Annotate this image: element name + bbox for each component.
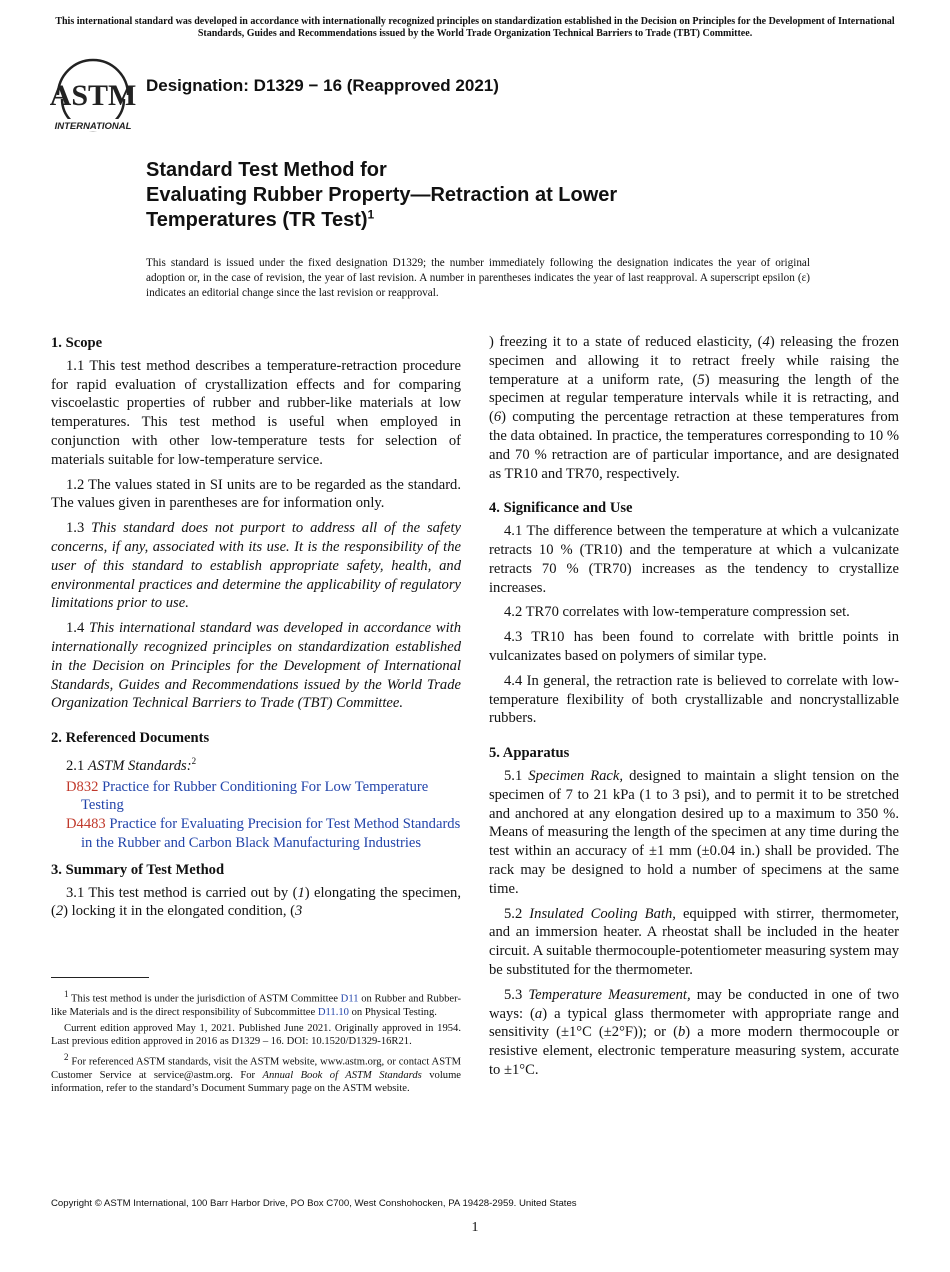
ref-title[interactable]: Practice for Evaluating Precision for Test Method Standards in the Rubber and Carbon Black Manufacturing Industries — [81, 816, 461, 851]
para-2-1-text: ASTM Standards: — [87, 757, 192, 774]
para-1-3-num: 1.3 — [66, 520, 85, 537]
ref-code[interactable]: D832 — [66, 778, 99, 795]
para-5-1: 5.1 Specimen Rack, designed to maintain a slight tension on the specimen of 7 to 21 kPa (1 to 3 psi), and to permit it to be stretched and anchored at any elongation desired up to a maximum to 350 %. Means of measuring the length of the specimen at any time during the test within an accuracy of ±1 mm (±0.04 in.) shall be provided. The rack may be designed to hold a number of specimens at the same time. — [489, 767, 900, 897]
para-4-3: 4.3 TR10 has been found to correlate with brittle points in vulcanizates based on polymers of similar type. — [489, 629, 899, 664]
title-line-3 — [146, 208, 826, 233]
title-line-2: Evaluating Rubber Property—Retraction at Lower — [146, 184, 618, 206]
tbt-notice: This international standard was developed in accordance with internationally recognized principles on standardization established in the Decision on Principles for the Development of International Standards, Guides and Recommendations issued by the World Trade Organization Technical Barriers to Trade (TBT) Committee. — [55, 16, 895, 39]
title-footnote-ref: 1 — [367, 207, 375, 222]
footnote-1-edition: Current edition approved May 1, 2021. Published June 2021. Originally approved in 1954. Last previous edition approved in 2016 as D1329 – 16. DOI: 10.1520/D1329-16R21. — [51, 1022, 461, 1048]
astm-logo-icon — [50, 55, 136, 133]
para-1-2: 1.2 The values stated in SI units are to be regarded as the standard. The values given in parentheses are for information only. — [51, 476, 461, 512]
para-5-3: 5.3 Temperature Measurement, may be conducted in one of two ways: (a) a typical glass thermometer with appropriate range and sensitivity (±1°C (±2°F)); or (b) a more modern thermocouple or resistive element, electronic temperature measuring system, accurate to ±1°C. — [489, 986, 899, 1078]
para-3-1: 3.1 This test method is carried out by (1) elongating the specimen, (2) locking it in the elongated condition, (3 — [51, 884, 461, 920]
copyright-notice: Copyright © ASTM International, 100 Barr Harbor Drive, PO Box C700, West Conshohocken, PA 19428-2959. United States — [51, 1198, 577, 1209]
section-1-heading: 1. Scope — [51, 335, 103, 351]
para-1-1: 1.1 This test method describes a temperature-retraction procedure for rapid evaluation of crystallization effects and for comparing viscoelastic properties of rubber and rubber-like materials at low temperatures. This test method is useful when employed in conjunction with other low-temperature tests for selection of materials suitable for low-temperature service. — [51, 357, 461, 468]
para-2-1-num: 2.1 — [66, 757, 85, 774]
section-5-heading: 5. Apparatus — [489, 745, 570, 762]
para-4-2: 4.2 TR70 correlates with low-temperature compression set. — [504, 604, 850, 621]
left-column — [51, 334, 461, 927]
right-column — [489, 333, 899, 1086]
astm-logo — [50, 55, 136, 133]
title-line-3-text: Temperatures (TR Test) — [146, 209, 368, 231]
document-title — [146, 158, 826, 233]
title-line-1: Standard Test Method for — [146, 159, 387, 181]
para-1-4 — [51, 619, 461, 713]
para-1-3-text: This standard does not purport to address all of the safety concerns, if any, associated with its use. It is the responsibility of the user of this standard to establish appropriate safety, health, and environmental practices and determine the applicability of regulatory limitations prior to use. — [51, 520, 461, 612]
committee-link[interactable]: D11 — [340, 993, 359, 1005]
ref-title[interactable]: Practice for Rubber Conditioning For Low Temperature Testing — [81, 778, 429, 814]
footnote-1: $^1$ This test method is under the jurisdiction of ASTM Committee D11 on Rubber and Rubber-like Materials and is the direct responsibility of Subcommittee D11.10 on Physical Testing. — [51, 989, 461, 1018]
para-3-1-continued: ) freezing it to a state of reduced elasticity, (4) releasing the frozen specimen and allowing it to retract freely while raising the temperature at a uniform rate, (5) measuring the length of the specimen at regular temperature intervals while it is retracting, and (6) computing the percentage retraction at these temperatures from the data obtained. In practice, the temperatures corresponding to 10 % and 70 % retraction are of particular importance, and are designated as TR10 and TR70, respectively. — [489, 334, 899, 482]
page-number: 1 — [471, 1220, 479, 1235]
para-1-3 — [51, 519, 461, 613]
section-3-heading: 3. Summary of Test Method — [51, 861, 225, 878]
para-4-4: 4.4 In general, the retraction rate is believed to correlate with low-temperature flexibility of both crystallizable and noncrystallizable rubbers. — [489, 672, 899, 727]
subcommittee-link[interactable]: D11.10 — [317, 1006, 349, 1018]
logo-word: INTERNATIONAL — [54, 121, 132, 132]
para-1-4-text: This international standard was developed in accordance with internationally recognized principles on standardization established in the Decision on Principles for the Development of International Standards, Guides and Recommendations issued by the World Trade Organization Technical Barriers to Trade (TBT) Committee. — [51, 620, 462, 712]
para-2-1-footnote-ref: 2 — [191, 755, 197, 766]
para-4-1: 4.1 The difference between the temperature at which a vulcanizate retracts 10 % (TR10) and the temperature at which a vulcanizate retracts 70 % (TR70) increases as the tendency to crystallize increases. — [489, 523, 899, 596]
ref-code[interactable]: D4483 — [66, 816, 106, 833]
footnote-divider — [51, 977, 149, 978]
issuance-note: This standard is issued under the fixed designation D1329; the number immediately following the designation indicates the year of original adoption or, in the case of revision, the year of last revision. A number in parentheses indicates the year of last reapproval. A superscript epsilon (ε) indicates an editorial change since the last revision or reapproval. — [146, 257, 810, 299]
para-1-4-num: 1.4 — [66, 620, 85, 637]
reference-d832[interactable] — [66, 778, 461, 816]
reference-d4483[interactable] — [66, 815, 461, 853]
section-2-heading: 2. Referenced Documents — [51, 730, 210, 747]
para-2-1 — [51, 752, 461, 776]
designation: Designation: D1329 − 16 (Reapproved 2021) — [146, 76, 499, 95]
footnote-2: $^2$ For referenced ASTM standards, visit the ASTM website, www.astm.org, or contact ASTM Customer Service at service@astm.org. For Annual Book of ASTM Standards volume information, refer to the standard’s Document Summary page on the ASTM website. — [51, 1052, 462, 1095]
logo-letters: ASTM — [50, 79, 136, 112]
footnotes — [51, 988, 461, 1098]
section-4-heading: 4. Significance and Use — [489, 500, 633, 517]
para-5-2: 5.2 Insulated Cooling Bath, equipped with stirrer, thermometer, and an immersion heater. A rheostat shall be included in the heater circuit. A suitable thermocouple-potentiometer measuring system may be substituted for the thermometer. — [489, 905, 899, 978]
